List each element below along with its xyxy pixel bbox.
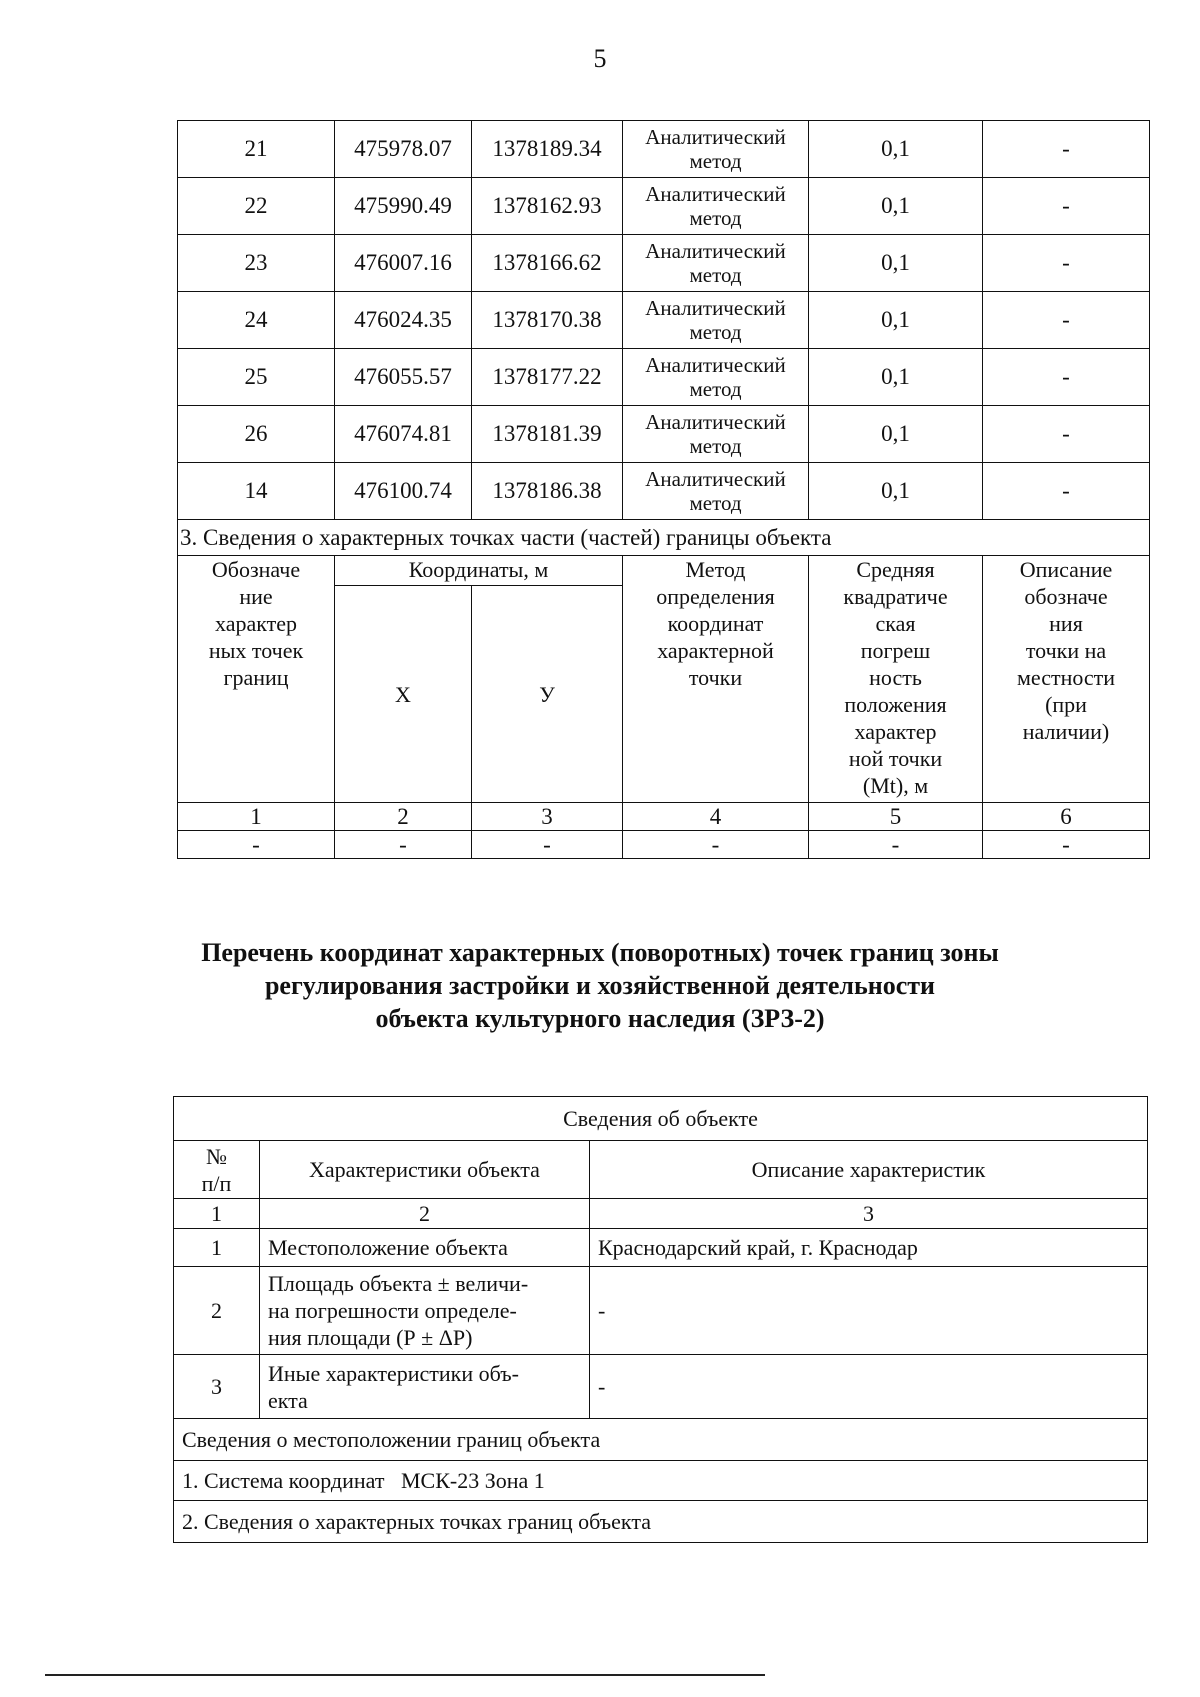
- numbering-cell: 3: [472, 803, 623, 831]
- row-value: -: [590, 1355, 1148, 1419]
- row-value: -: [590, 1267, 1148, 1355]
- method-line: метод: [689, 206, 742, 230]
- description: -: [983, 178, 1150, 235]
- accuracy: 0,1: [809, 121, 983, 178]
- table-row: [178, 349, 1150, 406]
- description: -: [983, 235, 1150, 292]
- method-line: метод: [689, 491, 742, 515]
- numbering-cell: 2: [260, 1199, 590, 1229]
- method-line: Аналитический: [645, 182, 786, 206]
- header-line: Метод: [685, 557, 746, 582]
- page-number: 5: [593, 44, 607, 73]
- description: -: [983, 463, 1150, 520]
- method-line: Аналитический: [645, 467, 786, 491]
- header-line: Обозначе: [211, 557, 301, 582]
- header-y: У: [472, 586, 623, 803]
- table-row: [178, 235, 1150, 292]
- section3-title: 3. Сведения о характерных точках части (частей) границы объекта: [178, 520, 1150, 556]
- characteristic-line: Иные характеристики объ-: [268, 1360, 519, 1386]
- empty-row: [178, 831, 1150, 859]
- method-line: метод: [689, 263, 742, 287]
- table-row: [178, 292, 1150, 349]
- method-line: Аналитический: [645, 239, 786, 263]
- coord-x: 476055.57: [335, 349, 472, 406]
- header-line: ных точек: [208, 638, 304, 663]
- point-id: 21: [178, 121, 335, 178]
- table-row: [178, 406, 1150, 463]
- row-no: 1: [174, 1229, 260, 1267]
- header-line: точки на: [1025, 638, 1107, 663]
- method-line: Аналитический: [645, 410, 786, 434]
- empty-cell: -: [472, 831, 623, 859]
- numbering-cell: 6: [983, 803, 1150, 831]
- table-row: [178, 178, 1150, 235]
- method-cell: [623, 121, 809, 178]
- point-id: 26: [178, 406, 335, 463]
- coord-y: 1378189.34: [472, 121, 623, 178]
- header-line: (Mt), м: [862, 773, 929, 798]
- section-heading: [0, 936, 1200, 1035]
- coord-y: 1378186.38: [472, 463, 623, 520]
- method-cell: [623, 292, 809, 349]
- row-value: Краснодарский край, г. Краснодар: [590, 1229, 1148, 1267]
- header-line: ская: [875, 611, 916, 636]
- accuracy: 0,1: [809, 235, 983, 292]
- header-point-id: [178, 556, 335, 803]
- empty-cell: -: [178, 831, 335, 859]
- col-description-header: Описание характеристик: [590, 1141, 1148, 1199]
- header-line: ной точки: [848, 746, 943, 771]
- description: -: [983, 406, 1150, 463]
- method-cell: [623, 235, 809, 292]
- coord-x: 476024.35: [335, 292, 472, 349]
- col-no-line1: №: [206, 1143, 227, 1169]
- col-no-line2: п/п: [201, 1170, 232, 1196]
- header-accuracy: [809, 556, 983, 803]
- method-line: метод: [689, 149, 742, 173]
- header-line: определения: [656, 584, 775, 609]
- numbering-cell: 1: [178, 803, 335, 831]
- method-line: Аналитический: [645, 125, 786, 149]
- table-row: [178, 463, 1150, 520]
- method-line: Аналитический: [645, 296, 786, 320]
- header-description: [983, 556, 1150, 803]
- header-line: характер: [854, 719, 937, 744]
- description: -: [983, 292, 1150, 349]
- bottom-rule: [45, 1674, 765, 1676]
- coord-x: 476074.81: [335, 406, 472, 463]
- empty-cell: -: [623, 831, 809, 859]
- characteristic-line: Площадь объекта ± величи-: [268, 1271, 529, 1296]
- point-id: 23: [178, 235, 335, 292]
- coord-y: 1378181.39: [472, 406, 623, 463]
- numbering-cell: 1: [174, 1199, 260, 1229]
- accuracy: 0,1: [809, 178, 983, 235]
- col-characteristics-header: Характеристики объекта: [260, 1141, 590, 1199]
- method-line: метод: [689, 434, 742, 458]
- header-method: [623, 556, 809, 803]
- point-id: 24: [178, 292, 335, 349]
- object-info-table: [173, 1096, 1148, 1543]
- description: -: [983, 121, 1150, 178]
- characteristic-line: ния площади (Р ± ΔР): [268, 1325, 473, 1350]
- header-line: Описание: [1019, 557, 1113, 582]
- row-no: 2: [174, 1267, 260, 1355]
- point-id: 25: [178, 349, 335, 406]
- points-title: 2. Сведения о характерных точках границ объекта: [174, 1501, 1148, 1543]
- coordinates-table: [177, 120, 1150, 859]
- header-line: границ: [223, 665, 289, 690]
- header-row: [178, 556, 1150, 586]
- heading-line-1: Перечень координат характерных (поворотных) точек границ зоны: [201, 938, 999, 967]
- method-cell: [623, 349, 809, 406]
- heading-line-3: объекта культурного наследия (ЗРЗ-2): [375, 1004, 825, 1033]
- coord-y: 1378162.93: [472, 178, 623, 235]
- coord-y: 1378166.62: [472, 235, 623, 292]
- coord-y: 1378177.22: [472, 349, 623, 406]
- numbering-cell: 3: [590, 1199, 1148, 1229]
- point-id: 22: [178, 178, 335, 235]
- accuracy: 0,1: [809, 406, 983, 463]
- header-line: (при: [1045, 692, 1087, 717]
- empty-cell: -: [983, 831, 1150, 859]
- numbering-row: [178, 803, 1150, 831]
- method-cell: [623, 406, 809, 463]
- table-row: [178, 121, 1150, 178]
- heading-line-2: регулирования застройки и хозяйственной деятельности: [264, 971, 936, 1000]
- coord-y: 1378170.38: [472, 292, 623, 349]
- numbering-cell: 2: [335, 803, 472, 831]
- header-line: точки: [688, 665, 743, 690]
- numbering-cell: 5: [809, 803, 983, 831]
- header-line: ние: [239, 584, 273, 609]
- section3-row: [178, 520, 1150, 556]
- accuracy: 0,1: [809, 463, 983, 520]
- header-line: погреш: [860, 638, 931, 663]
- header-line: координат: [667, 611, 764, 636]
- coord-x: 475978.07: [335, 121, 472, 178]
- row-characteristic: [260, 1267, 590, 1355]
- accuracy: 0,1: [809, 349, 983, 406]
- header-line: ния: [1049, 611, 1083, 636]
- method-cell: [623, 178, 809, 235]
- object-info-title: Сведения об объекте: [174, 1097, 1148, 1141]
- empty-cell: -: [335, 831, 472, 859]
- header-line: характер: [214, 611, 298, 636]
- method-line: метод: [689, 377, 742, 401]
- characteristic-line: екта: [268, 1387, 308, 1413]
- characteristic-line: на погрешности определе-: [268, 1298, 517, 1323]
- header-line: местности: [1016, 665, 1116, 690]
- coord-x: 475990.49: [335, 178, 472, 235]
- header-line: Средняя: [856, 557, 935, 582]
- empty-cell: -: [809, 831, 983, 859]
- col-no-header: [174, 1141, 260, 1199]
- method-cell: [623, 463, 809, 520]
- coord-x: 476007.16: [335, 235, 472, 292]
- point-id: 14: [178, 463, 335, 520]
- coord-x: 476100.74: [335, 463, 472, 520]
- header-line: ность: [869, 665, 922, 690]
- row-no: 3: [174, 1355, 260, 1419]
- header-line: квадратиче: [843, 584, 948, 609]
- row-characteristic: [260, 1355, 590, 1419]
- header-line: обозначе: [1024, 584, 1108, 609]
- method-line: Аналитический: [645, 353, 786, 377]
- header-x: X: [335, 586, 472, 803]
- accuracy: 0,1: [809, 292, 983, 349]
- numbering-cell: 4: [623, 803, 809, 831]
- row-characteristic: Местоположение объекта: [260, 1229, 590, 1267]
- header-line: наличии): [1022, 719, 1110, 744]
- header-line: характерной: [657, 638, 774, 663]
- method-line: метод: [689, 320, 742, 344]
- description: -: [983, 349, 1150, 406]
- coord-system: 1. Система координат МСК-23 Зона 1: [174, 1461, 1148, 1501]
- location-title: Сведения о местоположении границ объекта: [174, 1419, 1148, 1461]
- header-line: положения: [844, 692, 947, 717]
- header-coords: Координаты, м: [335, 556, 623, 586]
